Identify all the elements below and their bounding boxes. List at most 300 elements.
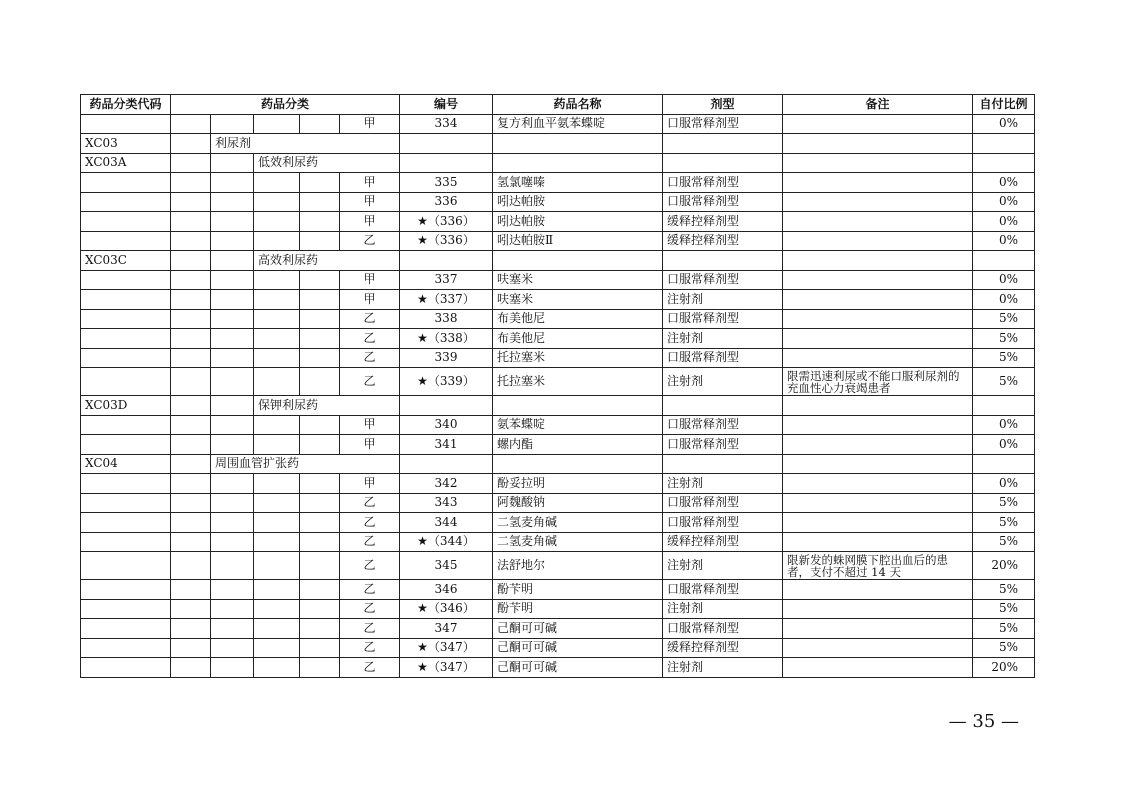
drug-remark (783, 309, 973, 329)
empty-cell (211, 329, 254, 349)
drug-grade: 乙 (340, 368, 400, 396)
drug-name: 己酮可可碱 (493, 638, 663, 658)
category-row (81, 454, 1035, 474)
empty-cell (300, 658, 340, 678)
drug-form: 口服常释剂型 (663, 270, 783, 290)
category-row (81, 153, 1035, 173)
empty-cell (81, 290, 171, 310)
drug-number: ★（347） (400, 658, 493, 678)
drug-number: ★（344） (400, 532, 493, 552)
empty-cell (81, 532, 171, 552)
table-row (81, 532, 1035, 552)
table-row (81, 580, 1035, 600)
drug-name: 二氢麦角碱 (493, 513, 663, 533)
table-row (81, 619, 1035, 639)
category-row (81, 134, 1035, 154)
drug-ratio: 5% (973, 493, 1035, 513)
empty-cell (254, 192, 300, 212)
drug-ratio: 5% (973, 309, 1035, 329)
drug-name: 布美他尼 (493, 329, 663, 349)
drug-form: 口服常释剂型 (663, 619, 783, 639)
drug-remark (783, 580, 973, 600)
drug-remark (783, 532, 973, 552)
empty-cell (300, 552, 340, 580)
empty-cell (783, 396, 973, 416)
empty-cell (300, 532, 340, 552)
drug-remark (783, 474, 973, 494)
drug-remark (783, 658, 973, 678)
drug-name: 二氢麦角碱 (493, 532, 663, 552)
empty-cell (171, 270, 211, 290)
drug-name: 酚妥拉明 (493, 474, 663, 494)
drug-ratio: 5% (973, 638, 1035, 658)
empty-cell (254, 114, 300, 134)
empty-cell (300, 231, 340, 251)
drug-ratio: 0% (973, 114, 1035, 134)
category-label: 保钾利尿药 (254, 396, 400, 416)
empty-cell (81, 552, 171, 580)
empty-cell (300, 599, 340, 619)
table-row (81, 212, 1035, 232)
empty-cell (81, 368, 171, 396)
drug-grade: 乙 (340, 329, 400, 349)
drug-remark (783, 290, 973, 310)
drug-ratio: 5% (973, 619, 1035, 639)
drug-form: 注射剂 (663, 290, 783, 310)
empty-cell (254, 619, 300, 639)
table-body (81, 114, 1035, 677)
empty-cell (211, 192, 254, 212)
empty-cell (300, 192, 340, 212)
drug-number: 340 (400, 415, 493, 435)
category-code: XC03C (81, 251, 171, 271)
drug-name: 托拉塞米 (493, 348, 663, 368)
empty-cell (300, 435, 340, 455)
empty-cell (663, 134, 783, 154)
empty-cell (171, 513, 211, 533)
empty-cell (171, 309, 211, 329)
drug-ratio: 0% (973, 474, 1035, 494)
drug-remark (783, 619, 973, 639)
empty-cell (493, 396, 663, 416)
drug-grade: 乙 (340, 619, 400, 639)
empty-cell (663, 153, 783, 173)
empty-cell (171, 658, 211, 678)
empty-cell (81, 493, 171, 513)
category-label: 利尿剂 (211, 134, 400, 154)
drug-name: 己酮可可碱 (493, 658, 663, 678)
empty-cell (300, 329, 340, 349)
empty-cell (171, 114, 211, 134)
empty-cell (300, 368, 340, 396)
empty-cell (81, 435, 171, 455)
empty-cell (300, 493, 340, 513)
drug-remark: 限需迅速利尿或不能口服利尿剂的充血性心力衰竭患者 (783, 368, 973, 396)
empty-cell (211, 270, 254, 290)
drug-number: 346 (400, 580, 493, 600)
drug-grade: 甲 (340, 173, 400, 193)
drug-catalog-table (80, 94, 1035, 678)
drug-grade: 甲 (340, 212, 400, 232)
empty-cell (171, 134, 211, 154)
empty-cell (300, 173, 340, 193)
empty-cell (211, 599, 254, 619)
drug-name: 氨苯蝶啶 (493, 415, 663, 435)
empty-cell (400, 251, 493, 271)
table-row (81, 192, 1035, 212)
table-row (81, 599, 1035, 619)
empty-cell (254, 552, 300, 580)
drug-grade: 甲 (340, 435, 400, 455)
empty-cell (211, 251, 254, 271)
drug-grade: 乙 (340, 552, 400, 580)
table-header-row (81, 95, 1035, 115)
empty-cell (211, 173, 254, 193)
category-label: 周围血管扩张药 (211, 454, 400, 474)
drug-number: ★（338） (400, 329, 493, 349)
drug-name: 氢氯噻嗪 (493, 173, 663, 193)
empty-cell (663, 396, 783, 416)
drug-form: 注射剂 (663, 329, 783, 349)
empty-cell (400, 153, 493, 173)
empty-cell (81, 270, 171, 290)
table-row (81, 173, 1035, 193)
empty-cell (493, 454, 663, 474)
empty-cell (254, 173, 300, 193)
header-remark: 备注 (783, 95, 973, 115)
drug-number: ★（336） (400, 231, 493, 251)
drug-form: 缓释控释剂型 (663, 212, 783, 232)
drug-grade: 乙 (340, 532, 400, 552)
drug-grade: 乙 (340, 658, 400, 678)
empty-cell (254, 658, 300, 678)
empty-cell (171, 552, 211, 580)
drug-form: 口服常释剂型 (663, 348, 783, 368)
empty-cell (211, 415, 254, 435)
table-row (81, 329, 1035, 349)
empty-cell (211, 552, 254, 580)
drug-number: 344 (400, 513, 493, 533)
drug-grade: 甲 (340, 192, 400, 212)
drug-name: 己酮可可碱 (493, 619, 663, 639)
drug-remark (783, 348, 973, 368)
drug-form: 注射剂 (663, 474, 783, 494)
empty-cell (663, 454, 783, 474)
empty-cell (973, 134, 1035, 154)
drug-name: 呋塞米 (493, 290, 663, 310)
empty-cell (211, 638, 254, 658)
drug-name: 吲达帕胺 (493, 192, 663, 212)
empty-cell (171, 212, 211, 232)
drug-name: 螺内酯 (493, 435, 663, 455)
empty-cell (493, 134, 663, 154)
empty-cell (493, 153, 663, 173)
drug-name: 托拉塞米 (493, 368, 663, 396)
table-row (81, 348, 1035, 368)
empty-cell (254, 309, 300, 329)
drug-number: ★（346） (400, 599, 493, 619)
empty-cell (81, 513, 171, 533)
empty-cell (783, 153, 973, 173)
empty-cell (254, 329, 300, 349)
drug-number: 334 (400, 114, 493, 134)
drug-remark (783, 270, 973, 290)
empty-cell (211, 435, 254, 455)
drug-remark (783, 435, 973, 455)
empty-cell (254, 290, 300, 310)
drug-grade: 乙 (340, 348, 400, 368)
drug-number: 343 (400, 493, 493, 513)
empty-cell (171, 290, 211, 310)
drug-ratio: 5% (973, 532, 1035, 552)
empty-cell (973, 396, 1035, 416)
empty-cell (400, 396, 493, 416)
empty-cell (81, 309, 171, 329)
empty-cell (211, 231, 254, 251)
drug-form: 口服常释剂型 (663, 493, 783, 513)
drug-ratio: 5% (973, 368, 1035, 396)
empty-cell (254, 270, 300, 290)
drug-form: 注射剂 (663, 368, 783, 396)
empty-cell (493, 251, 663, 271)
table-row (81, 368, 1035, 396)
drug-ratio: 0% (973, 173, 1035, 193)
drug-remark (783, 114, 973, 134)
drug-name: 法舒地尔 (493, 552, 663, 580)
empty-cell (300, 513, 340, 533)
category-code: XC04 (81, 454, 171, 474)
empty-cell (973, 251, 1035, 271)
empty-cell (171, 454, 211, 474)
drug-number: 339 (400, 348, 493, 368)
category-code: XC03A (81, 153, 171, 173)
empty-cell (254, 599, 300, 619)
empty-cell (300, 474, 340, 494)
empty-cell (973, 454, 1035, 474)
empty-cell (211, 309, 254, 329)
drug-ratio: 0% (973, 290, 1035, 310)
drug-ratio: 5% (973, 329, 1035, 349)
drug-grade: 乙 (340, 599, 400, 619)
drug-number: 336 (400, 192, 493, 212)
drug-remark (783, 599, 973, 619)
drug-name: 酚苄明 (493, 580, 663, 600)
drug-grade: 乙 (340, 493, 400, 513)
empty-cell (81, 348, 171, 368)
drug-remark (783, 192, 973, 212)
empty-cell (211, 474, 254, 494)
empty-cell (171, 329, 211, 349)
drug-number: ★（339） (400, 368, 493, 396)
empty-cell (973, 153, 1035, 173)
drug-ratio: 0% (973, 435, 1035, 455)
drug-form: 口服常释剂型 (663, 309, 783, 329)
empty-cell (171, 348, 211, 368)
table-row (81, 513, 1035, 533)
empty-cell (211, 396, 254, 416)
drug-remark (783, 212, 973, 232)
drug-number: 338 (400, 309, 493, 329)
category-label: 低效利尿药 (254, 153, 400, 173)
header-name: 药品名称 (493, 95, 663, 115)
empty-cell (171, 396, 211, 416)
drug-grade: 甲 (340, 290, 400, 310)
drug-form: 缓释控释剂型 (663, 231, 783, 251)
empty-cell (300, 580, 340, 600)
empty-cell (81, 580, 171, 600)
drug-ratio: 0% (973, 231, 1035, 251)
empty-cell (254, 348, 300, 368)
empty-cell (171, 415, 211, 435)
table-row (81, 435, 1035, 455)
empty-cell (171, 619, 211, 639)
empty-cell (254, 474, 300, 494)
drug-ratio: 5% (973, 348, 1035, 368)
table-row (81, 638, 1035, 658)
drug-remark (783, 231, 973, 251)
drug-grade: 甲 (340, 415, 400, 435)
empty-cell (400, 454, 493, 474)
empty-cell (254, 513, 300, 533)
drug-remark (783, 329, 973, 349)
drug-form: 缓释控释剂型 (663, 532, 783, 552)
empty-cell (211, 368, 254, 396)
empty-cell (81, 192, 171, 212)
empty-cell (254, 368, 300, 396)
drug-name: 呋塞米 (493, 270, 663, 290)
table-row (81, 415, 1035, 435)
drug-grade: 甲 (340, 270, 400, 290)
empty-cell (171, 368, 211, 396)
empty-cell (81, 231, 171, 251)
drug-number: ★（337） (400, 290, 493, 310)
drug-remark (783, 415, 973, 435)
empty-cell (171, 474, 211, 494)
drug-remark: 限新发的蛛网膜下腔出血后的患者，支付不超过 14 天 (783, 552, 973, 580)
drug-number: ★（347） (400, 638, 493, 658)
header-number: 编号 (400, 95, 493, 115)
category-label: 高效利尿药 (254, 251, 400, 271)
empty-cell (400, 134, 493, 154)
table-row (81, 309, 1035, 329)
empty-cell (211, 580, 254, 600)
drug-name: 阿魏酸钠 (493, 493, 663, 513)
empty-cell (81, 619, 171, 639)
drug-form: 口服常释剂型 (663, 114, 783, 134)
category-row (81, 396, 1035, 416)
empty-cell (300, 619, 340, 639)
drug-number: 342 (400, 474, 493, 494)
empty-cell (81, 329, 171, 349)
empty-cell (171, 493, 211, 513)
empty-cell (81, 658, 171, 678)
empty-cell (300, 212, 340, 232)
empty-cell (211, 348, 254, 368)
page-number: — 35 — (948, 711, 1019, 732)
drug-number: 335 (400, 173, 493, 193)
drug-number: 347 (400, 619, 493, 639)
drug-ratio: 5% (973, 513, 1035, 533)
empty-cell (81, 638, 171, 658)
empty-cell (254, 580, 300, 600)
empty-cell (81, 599, 171, 619)
header-ratio: 自付比例 (973, 95, 1035, 115)
drug-form: 口服常释剂型 (663, 580, 783, 600)
drug-number: ★（336） (400, 212, 493, 232)
drug-form: 口服常释剂型 (663, 173, 783, 193)
drug-name: 酚苄明 (493, 599, 663, 619)
empty-cell (254, 493, 300, 513)
drug-form: 口服常释剂型 (663, 513, 783, 533)
empty-cell (211, 493, 254, 513)
drug-name: 复方利血平氨苯蝶啶 (493, 114, 663, 134)
drug-name: 吲达帕胺Ⅱ (493, 231, 663, 251)
drug-form: 注射剂 (663, 658, 783, 678)
drug-remark (783, 638, 973, 658)
drug-grade: 甲 (340, 114, 400, 134)
table-row (81, 658, 1035, 678)
drug-remark (783, 513, 973, 533)
empty-cell (81, 114, 171, 134)
header-form: 剂型 (663, 95, 783, 115)
empty-cell (254, 415, 300, 435)
drug-remark (783, 493, 973, 513)
drug-grade: 乙 (340, 580, 400, 600)
empty-cell (300, 290, 340, 310)
empty-cell (211, 212, 254, 232)
empty-cell (254, 212, 300, 232)
empty-cell (254, 532, 300, 552)
drug-number: 345 (400, 552, 493, 580)
drug-ratio: 0% (973, 192, 1035, 212)
table-row (81, 493, 1035, 513)
drug-ratio: 5% (973, 599, 1035, 619)
empty-cell (783, 454, 973, 474)
table-row (81, 290, 1035, 310)
empty-cell (300, 114, 340, 134)
empty-cell (254, 435, 300, 455)
drug-ratio: 0% (973, 415, 1035, 435)
table-row (81, 552, 1035, 580)
drug-ratio: 5% (973, 580, 1035, 600)
drug-name: 布美他尼 (493, 309, 663, 329)
drug-ratio: 20% (973, 552, 1035, 580)
header-category: 药品分类 (171, 95, 400, 115)
empty-cell (171, 231, 211, 251)
empty-cell (300, 348, 340, 368)
empty-cell (171, 153, 211, 173)
drug-grade: 乙 (340, 513, 400, 533)
empty-cell (171, 435, 211, 455)
drug-form: 口服常释剂型 (663, 192, 783, 212)
empty-cell (171, 599, 211, 619)
empty-cell (211, 513, 254, 533)
empty-cell (81, 212, 171, 232)
drug-form: 注射剂 (663, 552, 783, 580)
drug-grade: 乙 (340, 231, 400, 251)
category-code: XC03 (81, 134, 171, 154)
empty-cell (254, 231, 300, 251)
empty-cell (171, 251, 211, 271)
empty-cell (171, 173, 211, 193)
drug-name: 吲达帕胺 (493, 212, 663, 232)
empty-cell (211, 114, 254, 134)
table-row (81, 114, 1035, 134)
category-row (81, 251, 1035, 271)
empty-cell (211, 532, 254, 552)
drug-form: 口服常释剂型 (663, 435, 783, 455)
empty-cell (171, 638, 211, 658)
